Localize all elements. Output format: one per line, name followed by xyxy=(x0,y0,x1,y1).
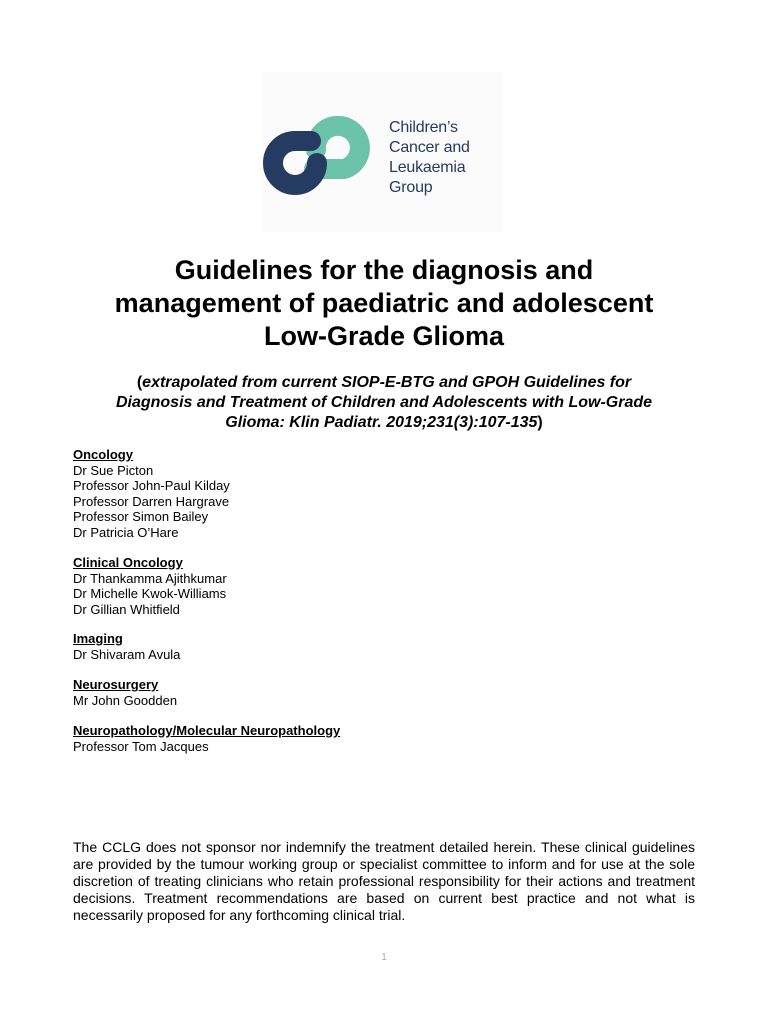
section-heading: Oncology xyxy=(73,447,133,462)
member-name: Professor Simon Bailey xyxy=(73,509,209,524)
subtitle-line: Glioma: Klin Padiatr. 2019;231(3):107-135 xyxy=(225,414,538,431)
subtitle-open-paren: ( xyxy=(136,374,143,391)
member-name: Dr Sue Picton xyxy=(73,462,154,478)
section-heading: Clinical Oncology xyxy=(73,555,183,570)
section-heading: Neuropathology/Molecular Neuropathology xyxy=(73,723,341,738)
section-neurosurgery xyxy=(73,677,177,708)
section-heading: Imaging xyxy=(73,631,123,646)
member-name: Dr Shivaram Avula xyxy=(73,646,181,662)
subtitle-close-paren: ) xyxy=(537,414,543,431)
title-line: Guidelines for the diagnosis and xyxy=(174,255,594,285)
subtitle-line: Diagnosis and Treatment of Children and Adolescents with Low-Grade xyxy=(115,394,653,411)
member-name: Professor Tom Jacques xyxy=(73,738,209,754)
document-subtitle xyxy=(60,373,708,433)
section-imaging xyxy=(73,631,180,662)
member-name: Dr Michelle Kwok-Williams xyxy=(73,586,227,601)
section-neuropathology xyxy=(73,723,340,754)
logo-line: Leukaemia xyxy=(389,159,466,176)
disclaimer-paragraph: The CCLG does not sponsor nor indemnify the treatment detailed herein. These clinical guidelines are provided by the tumour working group or specialist committee to inform and for use at the sole discretion of treating clinicians who retain professional responsibility for their actions and treatment decisions. Treatment recommendations are based on current best practice and not what is necessarily proposed for any forthcoming clinical trial. xyxy=(73,839,695,923)
member-name: Dr Thankamma Ajithkumar xyxy=(73,570,227,586)
logo-line: Children’s xyxy=(389,119,458,136)
subtitle-line: extrapolated from current SIOP-E-BTG and GPOH Guidelines for xyxy=(142,374,632,391)
member-name: Professor Darren Hargrave xyxy=(73,493,230,509)
member-name: Dr Patricia O’Hare xyxy=(73,524,179,540)
page-number: 1 xyxy=(381,952,387,963)
member-name: Mr John Goodden xyxy=(73,692,178,708)
logo-line: Cancer and xyxy=(389,139,470,156)
logo-line: Group xyxy=(389,179,433,196)
member-name: Professor John-Paul Kilday xyxy=(73,478,230,493)
member-name: Dr Gillian Whitfield xyxy=(73,601,180,617)
section-heading: Neurosurgery xyxy=(73,677,159,692)
section-oncology xyxy=(73,447,230,540)
title-line: Low-Grade Glioma xyxy=(263,321,505,351)
section-clinical-oncology xyxy=(73,555,227,617)
title-line: management of paediatric and adolescent xyxy=(114,288,654,318)
document-title xyxy=(40,254,728,353)
organisation-logo xyxy=(262,72,502,232)
logo-wordmark xyxy=(389,118,470,198)
ccl-group-logo-icon xyxy=(262,90,392,220)
